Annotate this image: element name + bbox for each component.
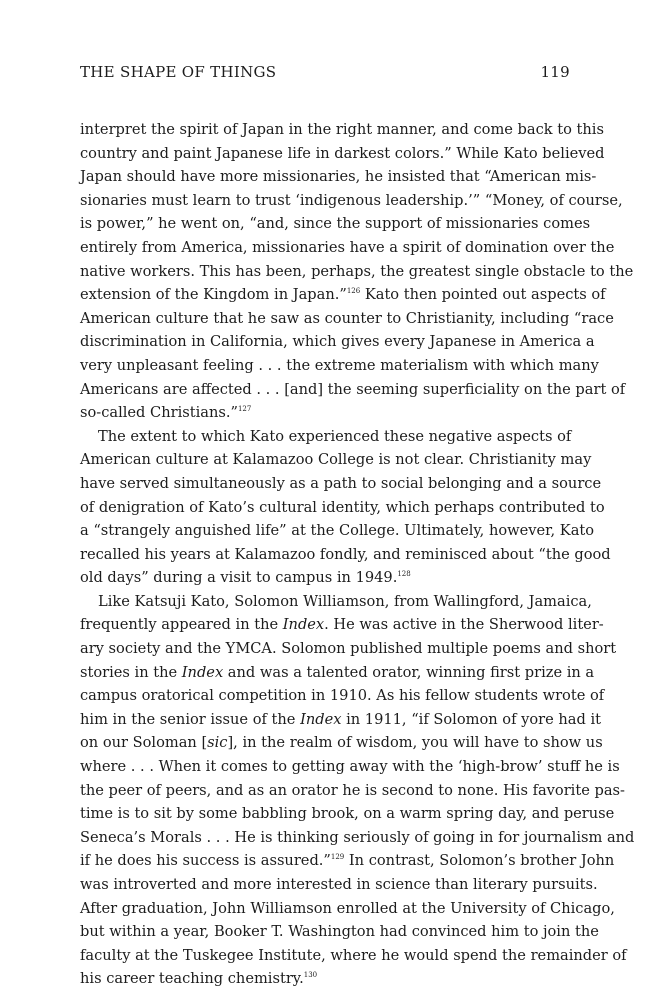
- text-line: campus oratorical competition in 1910. As his fellow students wrote of: [80, 687, 605, 705]
- italic-title: Index: [300, 710, 342, 728]
- text-line: Japan should have more missionaries, he insisted that “American mis-: [80, 168, 597, 186]
- text-line: time is to sit by some babbling brook, on a warm spring day, and peruse: [80, 805, 615, 823]
- text-line: stories in the Index and was a talented orator, winning first prize in a: [80, 663, 595, 681]
- footnote-ref: 128: [397, 570, 411, 579]
- text-line: on our Soloman [sic], in the realm of wisdom, you will have to show us: [80, 734, 603, 752]
- text-line: was introverted and more interested in science than literary pursuits.: [80, 876, 598, 893]
- text-line: faculty at the Tuskegee Institute, where he would spend the remainder of: [80, 946, 627, 964]
- page-number: 119: [540, 63, 570, 81]
- text-line: The extent to which Kato experienced these negative aspects of: [98, 427, 572, 445]
- text-line: very unpleasant feeling . . . the extreme materialism with which many: [80, 356, 599, 374]
- text-line: old days” during a visit to campus in 1949.$^{128}$: [80, 569, 411, 587]
- text-line: him in the senior issue of the Index in 1911, “if Solomon of yore had it: [80, 710, 602, 728]
- text-line: is power,” he went on, “and, since the support of missionaries comes: [80, 215, 591, 233]
- text-line: native workers. This has been, perhaps, the greatest single obstacle to the: [80, 262, 634, 280]
- italic-title: Index: [181, 663, 224, 681]
- running-head: THE SHAPE OF THINGS: [80, 63, 277, 81]
- text-line: entirely from America, missionaries have a spirit of domination over the: [80, 238, 615, 256]
- body-text: [80, 118, 635, 991]
- italic-title: Index: [282, 616, 325, 634]
- text-line: Like Katsuji Kato, Solomon Williamson, from Wallingford, Jamaica,: [98, 592, 592, 610]
- text-line: discrimination in California, which gives every Japanese in America a: [80, 333, 595, 351]
- text-line: if he does his success is assured.”$^{129}$ In contrast, Solomon’s brother John: [80, 852, 615, 870]
- footnote-ref: 127: [237, 405, 252, 414]
- text-line: country and paint Japanese life in darkest colors.” While Kato believed: [80, 144, 605, 162]
- text-line: have served simultaneously as a path to social belonging and a source: [80, 474, 602, 492]
- text-line: his career teaching chemistry.$^{130}$: [80, 970, 318, 988]
- text-line: so-called Christians.”$^{127}$: [80, 404, 252, 422]
- text-line: the peer of peers, and as an orator he is second to none. His favorite pas-: [80, 781, 625, 799]
- text-line: Seneca’s Morals . . . He is thinking seriously of going in for journalism and: [80, 828, 635, 846]
- text-line: interpret the spirit of Japan in the right manner, and come back to this: [80, 121, 604, 138]
- text-line: American culture that he saw as counter to Christianity, including “race: [80, 309, 614, 327]
- text-line: but within a year, Booker T. Washington had convinced him to join the: [80, 923, 599, 941]
- text-line: recalled his years at Kalamazoo fondly, and reminisced about “the good: [80, 545, 611, 563]
- text-line: frequently appeared in the Index. He was active in the Sherwood liter-: [80, 616, 604, 634]
- footnote-ref: 129: [330, 853, 345, 862]
- text-line: After graduation, John Williamson enrolled at the University of Chicago,: [80, 899, 615, 917]
- text-line: extension of the Kingdom in Japan.”$^{126}$ Kato then pointed out aspects of: [80, 286, 606, 304]
- footnote-ref: 126: [346, 287, 361, 296]
- text-line: sionaries must learn to trust ‘indigenous leadership.’” “Money, of course,: [80, 191, 623, 209]
- text-line: Americans are affected . . . [and] the seeming superficiality on the part of: [80, 380, 626, 398]
- text-line: where . . . When it comes to getting away with the ‘high-brow’ stuff he is: [80, 758, 620, 776]
- italic-sic: sic: [207, 734, 228, 752]
- text-line: of denigration of Kato’s cultural identity, which perhaps contributed to: [80, 498, 605, 516]
- text-line: American culture at Kalamazoo College is not clear. Christianity may: [80, 451, 592, 469]
- text-line: ary society and the YMCA. Solomon published multiple poems and short: [80, 640, 617, 658]
- footnote-ref: 130: [303, 971, 318, 980]
- text-line: a “strangely anguished life” at the College. Ultimately, however, Kato: [80, 522, 595, 540]
